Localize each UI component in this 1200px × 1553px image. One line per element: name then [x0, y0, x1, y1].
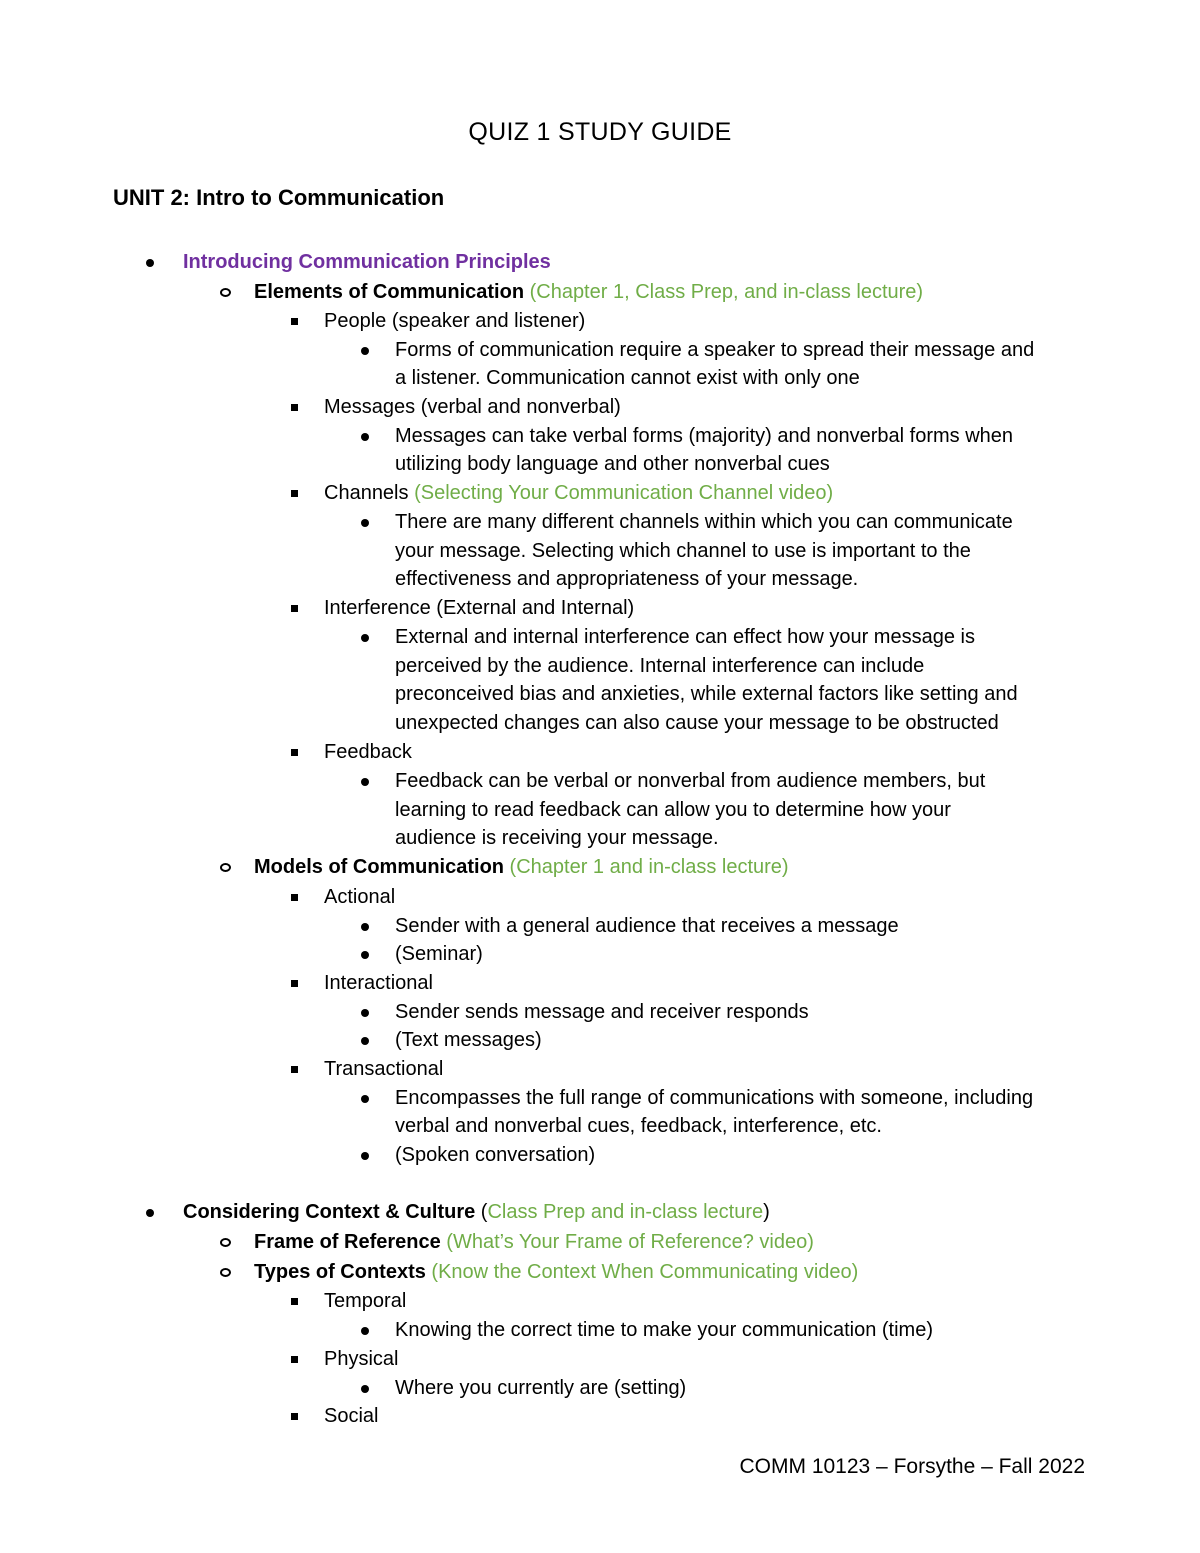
item-transactional: Transactional — [324, 1058, 444, 1080]
bullet-dot-icon — [361, 623, 369, 652]
interactional-example: (Text messages) — [395, 1029, 542, 1051]
bullet-square-icon — [291, 1055, 298, 1084]
context-paren-close: ) — [763, 1201, 770, 1223]
item-actional: Actional — [324, 886, 396, 908]
frame-label: Frame of Reference — [254, 1231, 441, 1253]
actional-description: Sender with a general audience that receives a message — [395, 915, 899, 937]
people-description-line: a listener. Communication cannot exist with only one — [395, 367, 860, 389]
subheading-elements — [254, 278, 923, 307]
bullet-circle-icon — [220, 278, 231, 307]
bullet-circle-icon — [220, 1228, 231, 1257]
bullet-circle-icon — [220, 1258, 231, 1287]
item-people: People (speaker and listener) — [324, 310, 586, 332]
actional-example: (Seminar) — [395, 943, 483, 965]
item-interference: Interference (External and Internal) — [324, 597, 635, 619]
contexts-source: (Know the Context When Communicating video) — [425, 1261, 859, 1283]
feedback-description-line: learning to read feedback can allow you to determine how your — [395, 799, 951, 821]
physical-description: Where you currently are (setting) — [395, 1377, 687, 1399]
subheading-models — [254, 853, 789, 882]
bullet-dot-icon — [361, 940, 369, 969]
bullet-dot-icon — [361, 422, 369, 451]
page-title: QUIZ 1 STUDY GUIDE — [468, 118, 732, 146]
models-label: Models of Communication — [254, 856, 504, 878]
bullet-dot-icon — [361, 508, 369, 537]
interference-description-line: External and internal interference can effect how your message is — [395, 626, 975, 648]
bullet-dot-icon — [361, 1084, 369, 1113]
bullet-square-icon — [291, 1345, 298, 1374]
models-source: (Chapter 1 and in-class lecture) — [504, 856, 789, 878]
interference-description-line: perceived by the audience. Internal interference can include — [395, 655, 925, 677]
bullet-dot-icon — [361, 1026, 369, 1055]
messages-description-line: utilizing body language and other nonverbal cues — [395, 453, 830, 475]
section-heading-context — [183, 1198, 770, 1227]
context-heading-label: Considering Context & Culture — [183, 1201, 476, 1223]
elements-source: (Chapter 1, Class Prep, and in-class lecture) — [524, 281, 924, 303]
transactional-example: (Spoken conversation) — [395, 1144, 596, 1166]
bullet-square-icon — [291, 1287, 298, 1316]
item-social: Social — [324, 1405, 379, 1427]
channels-description-line: effectiveness and appropriateness of your message. — [395, 568, 859, 590]
bullet-square-icon — [291, 738, 298, 767]
bullet-circle-icon — [220, 853, 231, 882]
bullet-square-icon — [291, 883, 298, 912]
bullet-square-icon — [291, 969, 298, 998]
bullet-dot-icon — [361, 1141, 369, 1170]
people-description-line: Forms of communication require a speaker to spread their message and — [395, 339, 1035, 361]
bullet-dot-icon — [361, 1316, 369, 1345]
interference-description-line: preconceived bias and anxieties, while external factors like setting and — [395, 683, 1018, 705]
feedback-description-line: audience is receiving your message. — [395, 827, 719, 849]
bullet-dot-icon — [361, 912, 369, 941]
bullet-square-icon — [291, 594, 298, 623]
interactional-description: Sender sends message and receiver responds — [395, 1001, 809, 1023]
temporal-description: Knowing the correct time to make your communication (time) — [395, 1319, 933, 1341]
bullet-dot-icon — [361, 336, 369, 365]
context-paren-open: ( — [475, 1201, 488, 1223]
subheading-frame — [254, 1228, 814, 1257]
frame-source: (What’s Your Frame of Reference? video) — [440, 1231, 814, 1253]
bullet-dot-icon — [146, 248, 154, 277]
subheading-contexts — [254, 1258, 858, 1287]
item-temporal: Temporal — [324, 1290, 407, 1312]
bullet-square-icon — [291, 393, 298, 422]
page-footer: COMM 10123 – Forsythe – Fall 2022 — [739, 1455, 1085, 1478]
bullet-square-icon — [291, 479, 298, 508]
messages-description-line: Messages can take verbal forms (majority) and nonverbal forms when — [395, 425, 1014, 447]
section-heading-principles: Introducing Communication Principles — [183, 251, 551, 273]
bullet-dot-icon — [361, 1374, 369, 1403]
channels-description-line: your message. Selecting which channel to use is important to the — [395, 540, 971, 562]
channels-description-line: There are many different channels within which you can communicate — [395, 511, 1013, 533]
bullet-dot-icon — [361, 767, 369, 796]
interference-description-line: unexpected changes can also cause your message to be obstructed — [395, 712, 999, 734]
transactional-description-line: verbal and nonverbal cues, feedback, interference, etc. — [395, 1115, 882, 1137]
item-feedback: Feedback — [324, 741, 412, 763]
channels-source: (Selecting Your Communication Channel video) — [408, 482, 834, 504]
unit-heading: UNIT 2: Intro to Communication — [113, 185, 445, 210]
item-channels — [324, 479, 833, 508]
elements-label: Elements of Communication — [254, 281, 525, 303]
item-messages: Messages (verbal and nonverbal) — [324, 396, 621, 418]
bullet-dot-icon — [361, 998, 369, 1027]
item-physical: Physical — [324, 1348, 399, 1370]
bullet-square-icon — [291, 1402, 298, 1431]
transactional-description-line: Encompasses the full range of communications with someone, including — [395, 1087, 1034, 1109]
channels-label: Channels — [324, 482, 409, 504]
bullet-dot-icon — [146, 1198, 154, 1227]
feedback-description-line: Feedback can be verbal or nonverbal from audience members, but — [395, 770, 986, 792]
item-interactional: Interactional — [324, 972, 433, 994]
contexts-label: Types of Contexts — [254, 1261, 426, 1283]
bullet-square-icon — [291, 307, 298, 336]
context-heading-source: Class Prep and in-class lecture — [487, 1201, 764, 1223]
